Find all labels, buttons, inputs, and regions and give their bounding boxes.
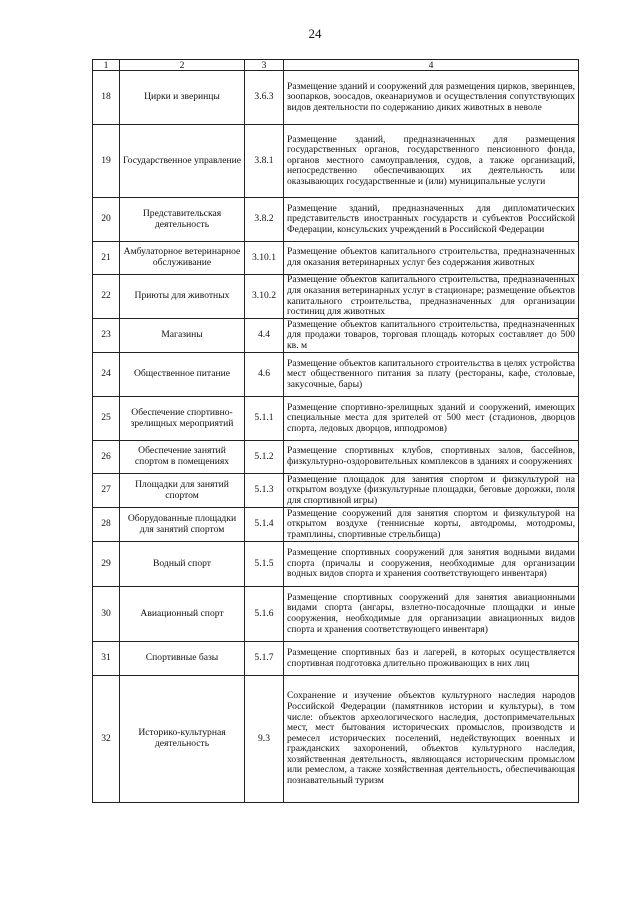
land-use-name: Площадки для занятий спортом xyxy=(120,474,245,508)
table-row xyxy=(93,542,579,587)
classifier-code: 3.6.3 xyxy=(245,71,284,125)
land-use-description: Сохранение и изучение объектов культурного наследия народов Российской Федерации (памятников истории и культуры), в том числе: объектов археологического наследия, достопримечательных мест, мест бытования исторических промыслов, производств и ремесел исторических поселений, недействующих военных и гражданских захоронений, объектов культурного наследия, хозяйственная деятельность, являющаяся историческим промыслом или ремеслом, а также хозяйственная деятельность, обеспечивающая познавательный туризм xyxy=(284,676,579,803)
row-number: 24 xyxy=(93,353,120,397)
classifier-code: 4.4 xyxy=(245,319,284,353)
row-number: 32 xyxy=(93,676,120,803)
land-use-table xyxy=(92,59,579,803)
land-use-description: Размещение объектов капитального строительства, предназначенных для продажи товаров, торговая площадь которых составляет до 500 кв. м xyxy=(284,319,579,353)
land-use-name: Общественное питание xyxy=(120,353,245,397)
table-row xyxy=(93,198,579,242)
land-use-name: Приюты для животных xyxy=(120,275,245,319)
table-row xyxy=(93,319,579,353)
land-use-description: Размещение спортивно-зрелищных зданий и сооружений, имеющих специальные места для зрителей от 500 мест (стадионов, дворцов спорта, ледовых дворцов, ипподромов) xyxy=(284,397,579,441)
land-use-name: Цирки и зверинцы xyxy=(120,71,245,125)
row-number: 23 xyxy=(93,319,120,353)
table-row xyxy=(93,125,579,198)
table-row xyxy=(93,441,579,474)
table-row xyxy=(93,474,579,508)
land-use-description: Размещение объектов капитального строительства, предназначенных для оказания ветеринарных услуг без содержания животных xyxy=(284,242,579,275)
land-use-name: Авиационный спорт xyxy=(120,587,245,642)
land-use-description: Размещение спортивных клубов, спортивных залов, бассейнов, физкультурно-оздоровительных комплексов в зданиях и сооружениях xyxy=(284,441,579,474)
classifier-code: 5.1.3 xyxy=(245,474,284,508)
row-number: 28 xyxy=(93,508,120,542)
land-use-description: Размещение объектов капитального строительства, предназначенных для оказания ветеринарных услуг в стационаре; размещение объектов капитального строительства, предназначенных для организации гостиниц для животных xyxy=(284,275,579,319)
classifier-code: 5.1.6 xyxy=(245,587,284,642)
land-use-name: Амбулаторное ветеринарное обслуживание xyxy=(120,242,245,275)
classifier-code: 3.10.1 xyxy=(245,242,284,275)
classifier-code: 5.1.2 xyxy=(245,441,284,474)
classifier-code: 3.8.1 xyxy=(245,125,284,198)
table-row xyxy=(93,71,579,125)
land-use-description: Размещение спортивных баз и лагерей, в которых осуществляется спортивная подготовка длительно проживающих в них лиц xyxy=(284,642,579,676)
classifier-code: 4.6 xyxy=(245,353,284,397)
land-use-name: Представительская деятельность xyxy=(120,198,245,242)
land-use-name: Обеспечение спортивно-зрелищных мероприятий xyxy=(120,397,245,441)
page-number: 24 xyxy=(308,26,322,41)
row-number: 27 xyxy=(93,474,120,508)
land-use-name: Спортивные базы xyxy=(120,642,245,676)
land-use-name: Магазины xyxy=(120,319,245,353)
land-use-name: Историко-культурная деятельность xyxy=(120,676,245,803)
row-number: 21 xyxy=(93,242,120,275)
table-row xyxy=(93,676,579,803)
land-use-description: Размещение зданий, предназначенных для дипломатических представительств иностранных государств и субъектов Российской Федерации, консульских учреждений в Российской Федерации xyxy=(284,198,579,242)
land-use-name: Водный спорт xyxy=(120,542,245,587)
row-number: 19 xyxy=(93,125,120,198)
land-use-description: Размещение площадок для занятия спортом и физкультурой на открытом воздухе (физкультурные площадки, беговые дорожки, поля для спортивной игры) xyxy=(284,474,579,508)
land-use-description: Размещение зданий и сооружений для размещения цирков, зверинцев, зоопарков, зоосадов, океанариумов и осуществления сопутствующих видов деятельности по содержанию диких животных в неволе xyxy=(284,71,579,125)
land-use-name: Государственное управление xyxy=(120,125,245,198)
row-number: 30 xyxy=(93,587,120,642)
row-number: 20 xyxy=(93,198,120,242)
classifier-code: 5.1.4 xyxy=(245,508,284,542)
table-row xyxy=(93,508,579,542)
row-number: 18 xyxy=(93,71,120,125)
table-row xyxy=(93,353,579,397)
land-use-description: Размещение спортивных сооружений для занятия водными видами спорта (причалы и сооружения, необходимые для организации водных видов спорта и хранения соответствующего инвентаря) xyxy=(284,542,579,587)
column-header: 4 xyxy=(284,60,579,71)
classifier-code: 5.1.5 xyxy=(245,542,284,587)
row-number: 31 xyxy=(93,642,120,676)
classifier-code: 5.1.1 xyxy=(245,397,284,441)
classifier-code: 3.8.2 xyxy=(245,198,284,242)
column-header: 3 xyxy=(245,60,284,71)
classifier-code: 3.10.2 xyxy=(245,275,284,319)
row-number: 25 xyxy=(93,397,120,441)
table-row xyxy=(93,242,579,275)
row-number: 26 xyxy=(93,441,120,474)
column-header: 1 xyxy=(93,60,120,71)
column-header: 2 xyxy=(120,60,245,71)
land-use-name: Оборудованные площадки для занятий спортом xyxy=(120,508,245,542)
table-header-row xyxy=(93,60,579,71)
row-number: 22 xyxy=(93,275,120,319)
classifier-code: 9.3 xyxy=(245,676,284,803)
land-use-description: Размещение сооружений для занятия спортом и физкультурой на открытом воздухе (теннисные корты, автодромы, мотодромы, трамплины, спортивные стрельбища) xyxy=(284,508,579,542)
table-body xyxy=(93,71,579,803)
land-use-description: Размещение спортивных сооружений для занятия авиационными видами спорта (ангары, взлетно-посадочные площадки и иные сооружения, необходимые для организации авиационных видов спорта и хранения соответствующего инвентаря) xyxy=(284,587,579,642)
table-row xyxy=(93,587,579,642)
land-use-name: Обеспечение занятий спортом в помещениях xyxy=(120,441,245,474)
row-number: 29 xyxy=(93,542,120,587)
table-row xyxy=(93,397,579,441)
table-row xyxy=(93,642,579,676)
classifier-code: 5.1.7 xyxy=(245,642,284,676)
land-use-description: Размещение зданий, предназначенных для размещения государственных органов, государственного пенсионного фонда, органов местного самоуправления, судов, а также организаций, непосредственно обеспечивающих их деятельность или оказывающих государственные и (или) муниципальные услуги xyxy=(284,125,579,198)
table-row xyxy=(93,275,579,319)
land-use-description: Размещение объектов капитального строительства в целях устройства мест общественного питания за плату (рестораны, кафе, столовые, закусочные, бары) xyxy=(284,353,579,397)
